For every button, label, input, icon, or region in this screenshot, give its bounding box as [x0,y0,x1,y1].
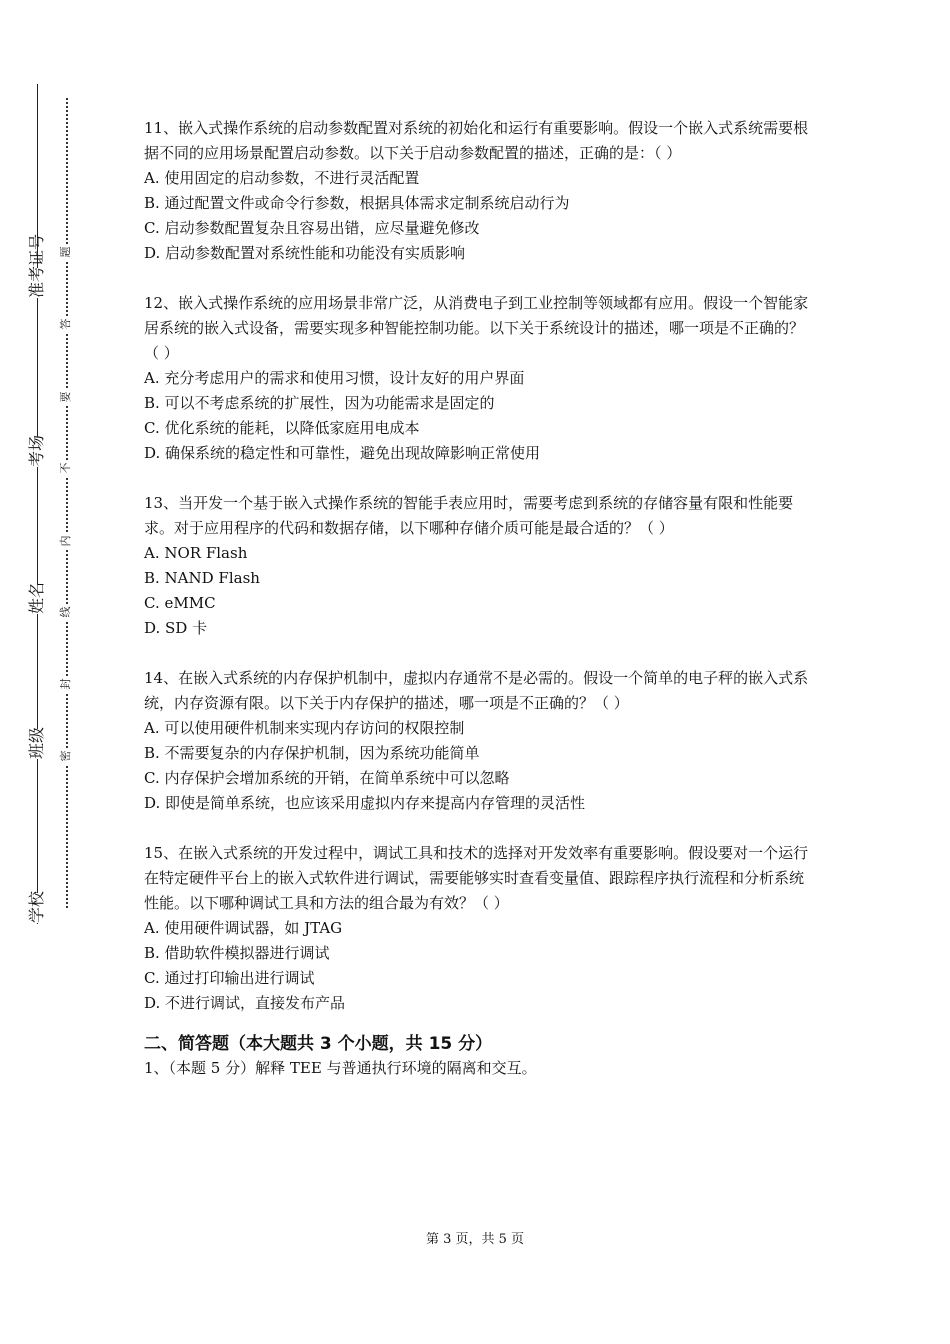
option-d: D. 启动参数配置对系统性能和功能没有实质影响 [144,244,466,262]
question-12 [144,291,814,466]
seal-char: 密 [58,748,74,764]
seal-char: 要 [58,389,74,405]
question-14 [144,666,814,816]
seal-char: 不 [58,460,74,476]
seal-char: 封 [58,676,74,692]
question-stem: 15、在嵌入式系统的开发过程中，调试工具和技术的选择对开发效率有重要影响。假设要对一个运行在特定硬件平台上的嵌入式软件进行调试，需要能够实时查看变量值、跟踪程序执行流程和分析系统性能。以下哪种调试工具和方法的组合最为有效？（ ） [144,844,809,912]
short-answer-item-1: 1、（本题 5 分）解释 TEE 与普通执行环境的隔离和交互。 [144,1059,537,1077]
option-c: C. 启动参数配置复杂且容易出错，应尽量避免修改 [144,219,480,237]
margin-label-school: 学校 [22,893,52,923]
option-d: D. SD 卡 [144,619,208,637]
option-a: A. 使用固定的启动参数，不进行灵活配置 [144,169,420,187]
margin-label-exam-number: 准考证号 [22,268,52,298]
seal-char: 内 [58,533,74,549]
option-b: B. 不需要复杂的内存保护机制，因为系统功能简单 [144,744,480,762]
question-stem: 13、当开发一个基于嵌入式操作系统的智能手表应用时，需要考虑到系统的存储容量有限和性能要求。对于应用程序的代码和数据存储，以下哪种存储介质可能是最合适的？（ ） [144,494,794,537]
option-d: D. 即使是简单系统，也应该采用虚拟内存来提高内存管理的灵活性 [144,794,586,812]
option-c: C. 优化系统的能耗，以降低家庭用电成本 [144,419,420,437]
option-c: C. 通过打印输出进行调试 [144,969,315,987]
option-c: C. eMMC [144,594,216,612]
option-b: B. 通过配置文件或命令行参数，根据具体需求定制系统启动行为 [144,194,570,212]
seal-char: 题 [58,244,74,260]
question-stem: 11、嵌入式操作系统的启动参数配置对系统的初始化和运行有重要影响。假设一个嵌入式系统需要根据不同的应用场景配置启动参数。以下关于启动参数配置的描述，正确的是：（ ） [144,119,809,162]
option-a: A. 充分考虑用户的需求和使用习惯，设计友好的用户界面 [144,369,525,387]
option-b: B. 可以不考虑系统的扩展性，因为功能需求是固定的 [144,394,495,412]
binding-line-dotted [66,98,68,908]
section-short-answer [144,1032,814,1081]
margin-label-class: 班级 [22,729,52,759]
option-b: B. 借助软件模拟器进行调试 [144,944,330,962]
option-a: A. 使用硬件调试器，如 JTAG [144,919,343,937]
margin-label-name: 姓名 [22,584,52,614]
question-11 [144,116,814,266]
margin-label-exam-room: 考场 [22,437,52,467]
question-stem: 14、在嵌入式系统的内存保护机制中，虚拟内存通常不是必需的。假设一个简单的电子秤的嵌入式系统，内存资源有限。以下关于内存保护的描述，哪一项是不正确的？（ ） [144,669,809,712]
page-number: 第 3 页，共 5 页 [425,1232,525,1247]
option-a: A. NOR Flash [144,544,248,562]
exam-content [144,116,814,1081]
section-title: 二、简答题（本大题共 3 个小题，共 15 分） [144,1034,493,1054]
seal-char: 答 [58,316,74,332]
option-a: A. 可以使用硬件机制来实现内存访问的权限控制 [144,719,465,737]
binding-line-solid [37,84,38,924]
seal-char: 线 [58,604,74,620]
option-c: C. 内存保护会增加系统的开销，在简单系统中可以忽略 [144,769,510,787]
option-d: D. 不进行调试，直接发布产品 [144,994,346,1012]
option-b: B. NAND Flash [144,569,260,587]
question-15 [144,841,814,1016]
question-13 [144,491,814,641]
option-d: D. 确保系统的稳定性和可靠性，避免出现故障影响正常使用 [144,444,541,462]
question-stem: 12、嵌入式操作系统的应用场景非常广泛，从消费电子到工业控制等领域都有应用。假设一个智能家居系统的嵌入式设备，需要实现多种智能控制功能。以下关于系统设计的描述，哪一项是不正确的？（ ） [144,294,809,362]
